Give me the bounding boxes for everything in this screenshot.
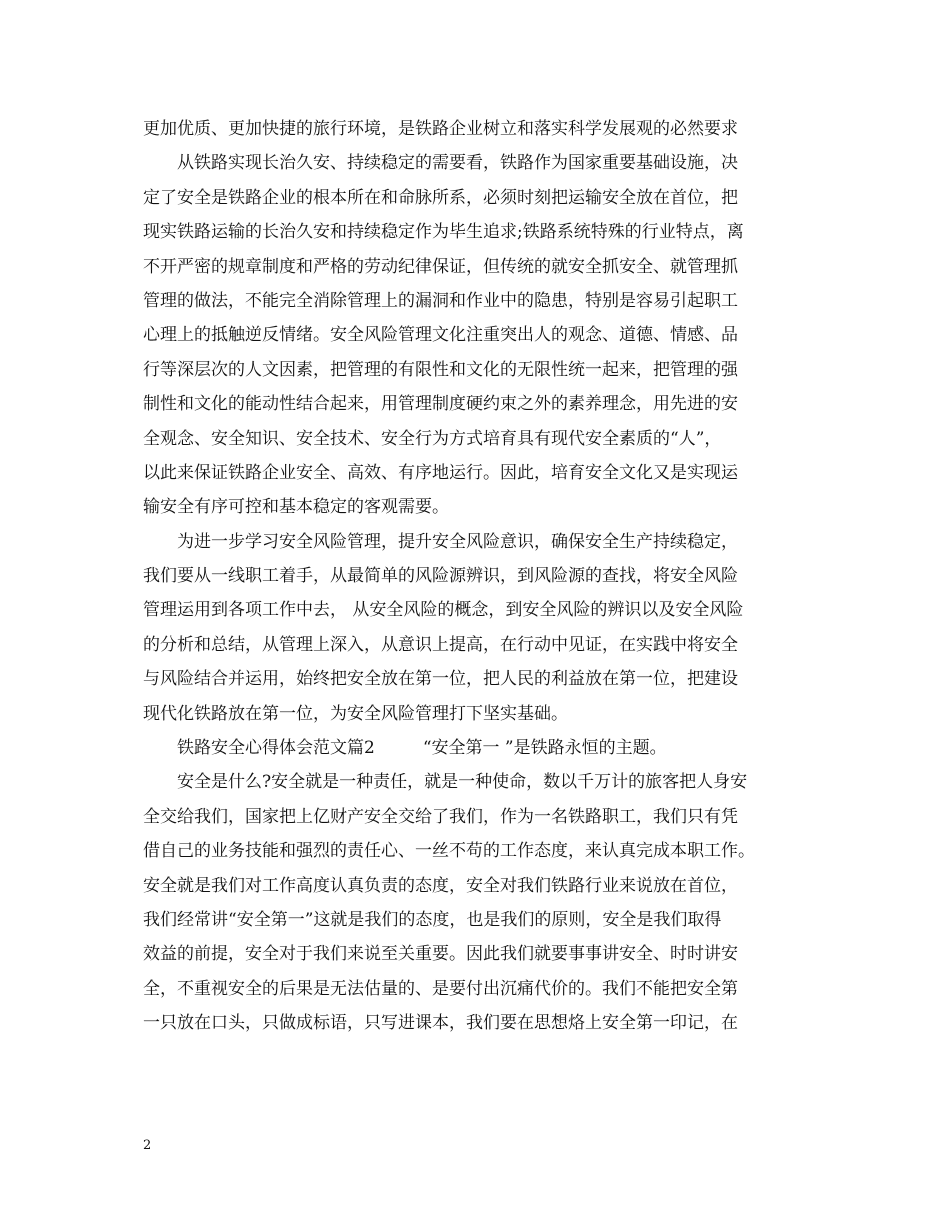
text-line: 从铁路实现长治久安、持续稳定的需要看，铁路作为国家重要基础设施，决 bbox=[177, 153, 738, 174]
document-body bbox=[143, 112, 808, 1041]
paragraph-3 bbox=[143, 525, 808, 731]
text-line: 行等深层次的人文因素，把管理的有限性和文化的无限性统一起来，把管理的强 bbox=[143, 359, 738, 380]
text-line: 效益的前提，安全对于我们来说至关重要。因此我们就要事事讲安全、时时讲安 bbox=[143, 944, 738, 965]
text-line: 一只放在口头，只做成标语，只写进课本，我们要在思想烙上安全第一印记，在 bbox=[143, 1013, 738, 1034]
text-line: 的分析和总结，从管理上深入，从意识上提高，在行动中见证，在实践中将安全 bbox=[143, 634, 738, 655]
heading-quote: “安全第一 ”是铁路永恒的主题。 bbox=[422, 738, 667, 759]
page-number: 2 bbox=[143, 1138, 152, 1153]
text-line: 全交给我们，国家把上亿财产安全交给了我们，作为一名铁路职工，我们只有凭 bbox=[143, 806, 738, 827]
paragraph-2 bbox=[143, 146, 808, 524]
text-line: 输安全有序可控和基本稳定的客观需要。 bbox=[143, 497, 449, 518]
section-heading bbox=[143, 731, 808, 765]
text-line: 安全是什么?安全就是一种责任，就是一种使命，数以千万计的旅客把人身安 bbox=[177, 772, 748, 793]
text-line: 现代化铁路放在第一位，为安全风险管理打下坚实基础。 bbox=[143, 703, 568, 724]
text-line: 制性和文化的能动性结合起来，用管理制度硬约束之外的素养理念，用先进的安 bbox=[143, 394, 738, 415]
text-line: 与风险结合并运用，始终把安全放在第一位，把人民的利益放在第一位，把建设 bbox=[143, 669, 738, 690]
text-line: 管理的做法，不能完全消除管理上的漏洞和作业中的隐患，特别是容易引起职工 bbox=[143, 290, 738, 311]
paragraph-4 bbox=[143, 765, 808, 1040]
text-line: 现实铁路运输的长治久安和持续稳定作为毕生追求;铁路系统特殊的行业特点，离 bbox=[143, 222, 744, 243]
text-line: 更加优质、更加快捷的旅行环境，是铁路企业树立和落实科学发展观的必然要求 bbox=[143, 119, 738, 139]
text-line: 全观念、安全知识、安全技术、安全行为方式培育具有现代安全素质的“人”， bbox=[143, 428, 722, 449]
text-line: 管理运用到各项工作中去， 从安全风险的概念，到安全风险的辨识以及安全风险 bbox=[143, 600, 744, 621]
text-line: 安全就是我们对工作高度认真负责的态度，安全对我们铁路行业来说放在首位， bbox=[143, 875, 738, 896]
text-line: 借自己的业务技能和强烈的责任心、一丝不苟的工作态度，来认真完成本职工作。 bbox=[143, 841, 755, 862]
text-line: 为进一步学习安全风险管理，提升安全风险意识，确保安全生产持续稳定， bbox=[177, 531, 738, 552]
text-line: 我们要从一线职工着手，从最简单的风险源辨识，到风险源的查找，将安全风险 bbox=[143, 566, 738, 587]
text-line: 不开严密的规章制度和严格的劳动纪律保证，但传统的就安全抓安全、就管理抓 bbox=[143, 256, 738, 277]
text-line: 以此来保证铁路企业安全、高效、有序地运行。因此，培育安全文化又是实现运 bbox=[143, 462, 738, 483]
heading-title: 铁路安全心得体会范文篇2 bbox=[177, 738, 375, 759]
text-line: 心理上的抵触逆反情绪。安全风险管理文化注重突出人的观念、道德、情感、品 bbox=[143, 325, 738, 346]
text-line: 全，不重视安全的后果是无法估量的、是要付出沉痛代价的。我们不能把安全第 bbox=[143, 978, 738, 999]
paragraph-1 bbox=[143, 112, 808, 146]
text-line: 我们经常讲“安全第一”这就是我们的态度，也是我们的原则，安全是我们取得 bbox=[143, 909, 722, 930]
text-line: 定了安全是铁路企业的根本所在和命脉所系，必须时刻把运输安全放在首位，把 bbox=[143, 187, 738, 208]
